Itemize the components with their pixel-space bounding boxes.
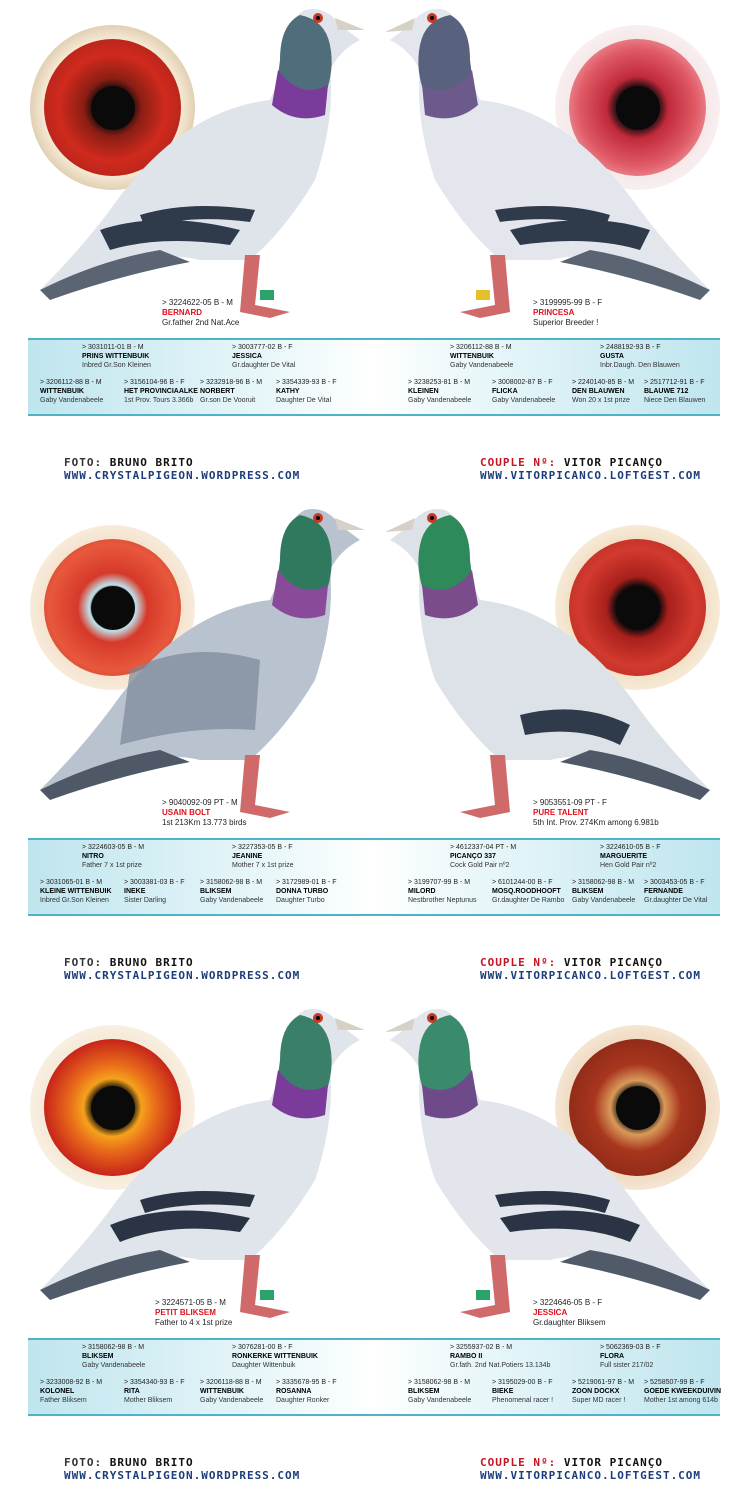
bird-name: USAIN BOLT: [162, 808, 211, 817]
ring-number: > 3199995-99 B - F: [533, 298, 603, 307]
ring-number: > 9053551-09 PT - F: [533, 798, 607, 807]
grandparent-cell: > 3206112-88 B - M WITTENBUIK Gaby Vandenabeele: [40, 379, 104, 404]
photographer-website: WWW.CRYSTALPIGEON.WORDPRESS.COM: [64, 969, 301, 982]
parent-cell: > 4612337-04 PT - M PICANÇO 337 Cock Gold Pair nº2: [450, 844, 517, 869]
grandparent-cell: > 3158062-98 B - M BLIKSEM Gaby Vandenabeele: [572, 879, 636, 904]
grandparent-cell: > 6101244-00 B - F MOSQ.ROODHOOFT Gr.daughter De Rambo: [492, 879, 565, 904]
photographer-website: WWW.CRYSTALPIGEON.WORDPRESS.COM: [64, 1469, 301, 1482]
grandparent-cell: > 3003381-03 B - F INEKE Sister Darling: [124, 879, 185, 904]
couple-credit: COUPLE Nº: VITOR PICANÇO WWW.VITORPICANCO.LOFTGEST.COM: [480, 1456, 702, 1482]
ring-number: > 3224571-05 B - M: [155, 1298, 226, 1307]
grandparent-cell: > 3158062-98 B - M BLIKSEM Gaby Vandenabeele: [200, 879, 264, 904]
breeder-website: WWW.VITORPICANCO.LOFTGEST.COM: [480, 469, 702, 482]
grandparent-cell: > 3354340-93 B - F RITA Mother Bliksem: [124, 1379, 185, 1404]
bird-name: PRINCESA: [533, 308, 575, 317]
female-info: [533, 798, 659, 828]
ring-number: > 3224646-05 B - F: [533, 1298, 603, 1307]
parent-cell: > 3076281-00 B - F RONKERKE WITTENBUIK Daughter Wittenbuik: [232, 1344, 318, 1369]
parent-cell: > 3224610-05 B - F MARGUERITE Hen Gold Pair nº2: [600, 844, 661, 869]
grandparent-cell: > 2240140-85 B - M DEN BLAUWEN Won 20 x 1st prize: [572, 379, 635, 404]
grandparent-cell: > 3003453-05 B - F FERNANDE Gr.daughter De Vital: [644, 879, 708, 904]
ring-number: > 9040092-09 PT - M: [162, 798, 238, 807]
female-pigeon-photo: [380, 500, 710, 830]
parent-cell: > 3255937-02 B - M RAMBO II Gr.fath. 2nd Nat.Potiers 13.134b: [450, 1344, 551, 1369]
photo-credit: FOTO: BRUNO BRITO WWW.CRYSTALPIGEON.WORDPRESS.COM: [64, 956, 301, 982]
grandparent-cell: > 3031065-01 B - M KLEINE WITTENBUIK Inbred Gr.Son Kleinen: [40, 879, 112, 904]
bird-note: Gr.father 2nd Nat.Ace: [162, 318, 240, 327]
couple-credit: COUPLE Nº: VITOR PICANÇO WWW.VITORPICANCO.LOFTGEST.COM: [480, 456, 702, 482]
bird-note: Superior Breeder !: [533, 318, 599, 327]
grandparent-cell: > 3206118-88 B - M WITTENBUIK Gaby Vandenabeele: [200, 1379, 264, 1404]
bird-name: PURE TALENT: [533, 808, 589, 817]
parent-cell: > 3158062-98 B - M BLIKSEM Gaby Vandenabeele: [82, 1344, 146, 1369]
female-pigeon-photo: [380, 0, 710, 330]
parent-cell: > 3206112-88 B - M WITTENBUIK Gaby Vandenabeele: [450, 344, 514, 369]
female-pigeon-photo: [380, 1000, 710, 1330]
parent-cell: > 3227353-05 B - F JEANINE Mother 7 x 1st prize: [232, 844, 294, 869]
parent-cell: > 3003777-02 B - F JESSICA Gr.daughter De Vital: [232, 344, 296, 369]
grandparent-cell: > 5258507-99 B - F GOEDE KWEEKDUIVIN Mother 1st among 614b: [644, 1379, 722, 1404]
grandparent-cell: > 3158062-98 B - M BLIKSEM Gaby Vandenabeele: [408, 1379, 472, 1404]
grandparent-cell: > 3232918-96 B - M NORBERT Gr.son De Vooruit: [200, 379, 263, 404]
couple-2: [0, 500, 750, 1000]
couple-3: [0, 1000, 750, 1500]
pedigree-panel: [28, 838, 720, 916]
bird-note: Father to 4 x 1st prize: [155, 1318, 233, 1327]
grandparent-cell: > 3172989-01 B - F DONNA TURBO Daughter Turbo: [276, 879, 337, 904]
photographer-website: WWW.CRYSTALPIGEON.WORDPRESS.COM: [64, 469, 301, 482]
grandparent-cell: > 3354339-93 B - F KATHY Daughter De Vital: [276, 379, 337, 404]
bird-note: 1st 213Km 13.773 birds: [162, 818, 247, 827]
couple-1: [0, 0, 750, 500]
grandparent-cell: > 5219061-97 B - M ZOON DOCKX Super MD racer !: [572, 1379, 635, 1404]
bird-name: JESSICA: [533, 1308, 568, 1317]
grandparent-cell: > 2517712-91 B - F BLAUWE 712 Niece Den Blauwen: [644, 379, 706, 404]
grandparent-cell: > 3335678-95 B - F ROSANNA Daughter Ronker: [276, 1379, 337, 1404]
male-info: [162, 298, 239, 328]
parent-cell: > 2488192-93 B - F GUSTA Inbr.Daugh. Den Blauwen: [600, 344, 680, 369]
grandparent-cell: > 3156104-96 B - F HET PROVINCIAALKE 1st Prov. Tours 3.366b: [124, 379, 198, 404]
breeder-website: WWW.VITORPICANCO.LOFTGEST.COM: [480, 969, 702, 982]
grandparent-cell: > 3238253-81 B - M KLEINEN Gaby Vandenabeele: [408, 379, 472, 404]
grandparent-cell: > 3233008-92 B - M KOLONEL Father Bliksem: [40, 1379, 103, 1404]
grandparent-cell: > 3195029-00 B - F BIEKE Phenomenal racer !: [492, 1379, 554, 1404]
ring-number: > 3224622-05 B - M: [162, 298, 233, 307]
bird-name: BERNARD: [162, 308, 202, 317]
parent-cell: > 3031011-01 B - M PRINS WITTENBUIK Inbred Gr.Son Kleinen: [82, 344, 151, 369]
bird-name: PETIT BLIKSEM: [155, 1308, 216, 1317]
grandparent-cell: > 3008002-87 B - F FLICKA Gaby Vandenabeele: [492, 379, 556, 404]
female-info: [533, 298, 602, 328]
parent-cell: > 5062369-03 B - F FLORA Full sister 217/02: [600, 1344, 661, 1369]
male-info: [162, 798, 247, 828]
male-pigeon-photo: [40, 0, 370, 330]
bird-note: 5th Int. Prov. 274Km among 6.981b: [533, 818, 659, 827]
grandparent-cell: > 3199707-99 B - M MILORD Nestbrother Neptunus: [408, 879, 477, 904]
female-info: [533, 1298, 605, 1328]
photo-credit: FOTO: BRUNO BRITO WWW.CRYSTALPIGEON.WORDPRESS.COM: [64, 1456, 301, 1482]
male-pigeon-photo: [40, 1000, 370, 1330]
bird-note: Gr.daughter Bliksem: [533, 1318, 606, 1327]
male-info: [155, 1298, 232, 1328]
pedigree-panel: [28, 1338, 720, 1416]
couple-credit: COUPLE Nº: VITOR PICANÇO WWW.VITORPICANCO.LOFTGEST.COM: [480, 956, 702, 982]
pedigree-panel: [28, 338, 720, 416]
photo-credit: FOTO: BRUNO BRITO WWW.CRYSTALPIGEON.WORDPRESS.COM: [64, 456, 301, 482]
parent-cell: > 3224603-05 B - M NITRO Father 7 x 1st prize: [82, 844, 145, 869]
male-pigeon-photo: [40, 500, 370, 830]
breeder-website: WWW.VITORPICANCO.LOFTGEST.COM: [480, 1469, 702, 1482]
